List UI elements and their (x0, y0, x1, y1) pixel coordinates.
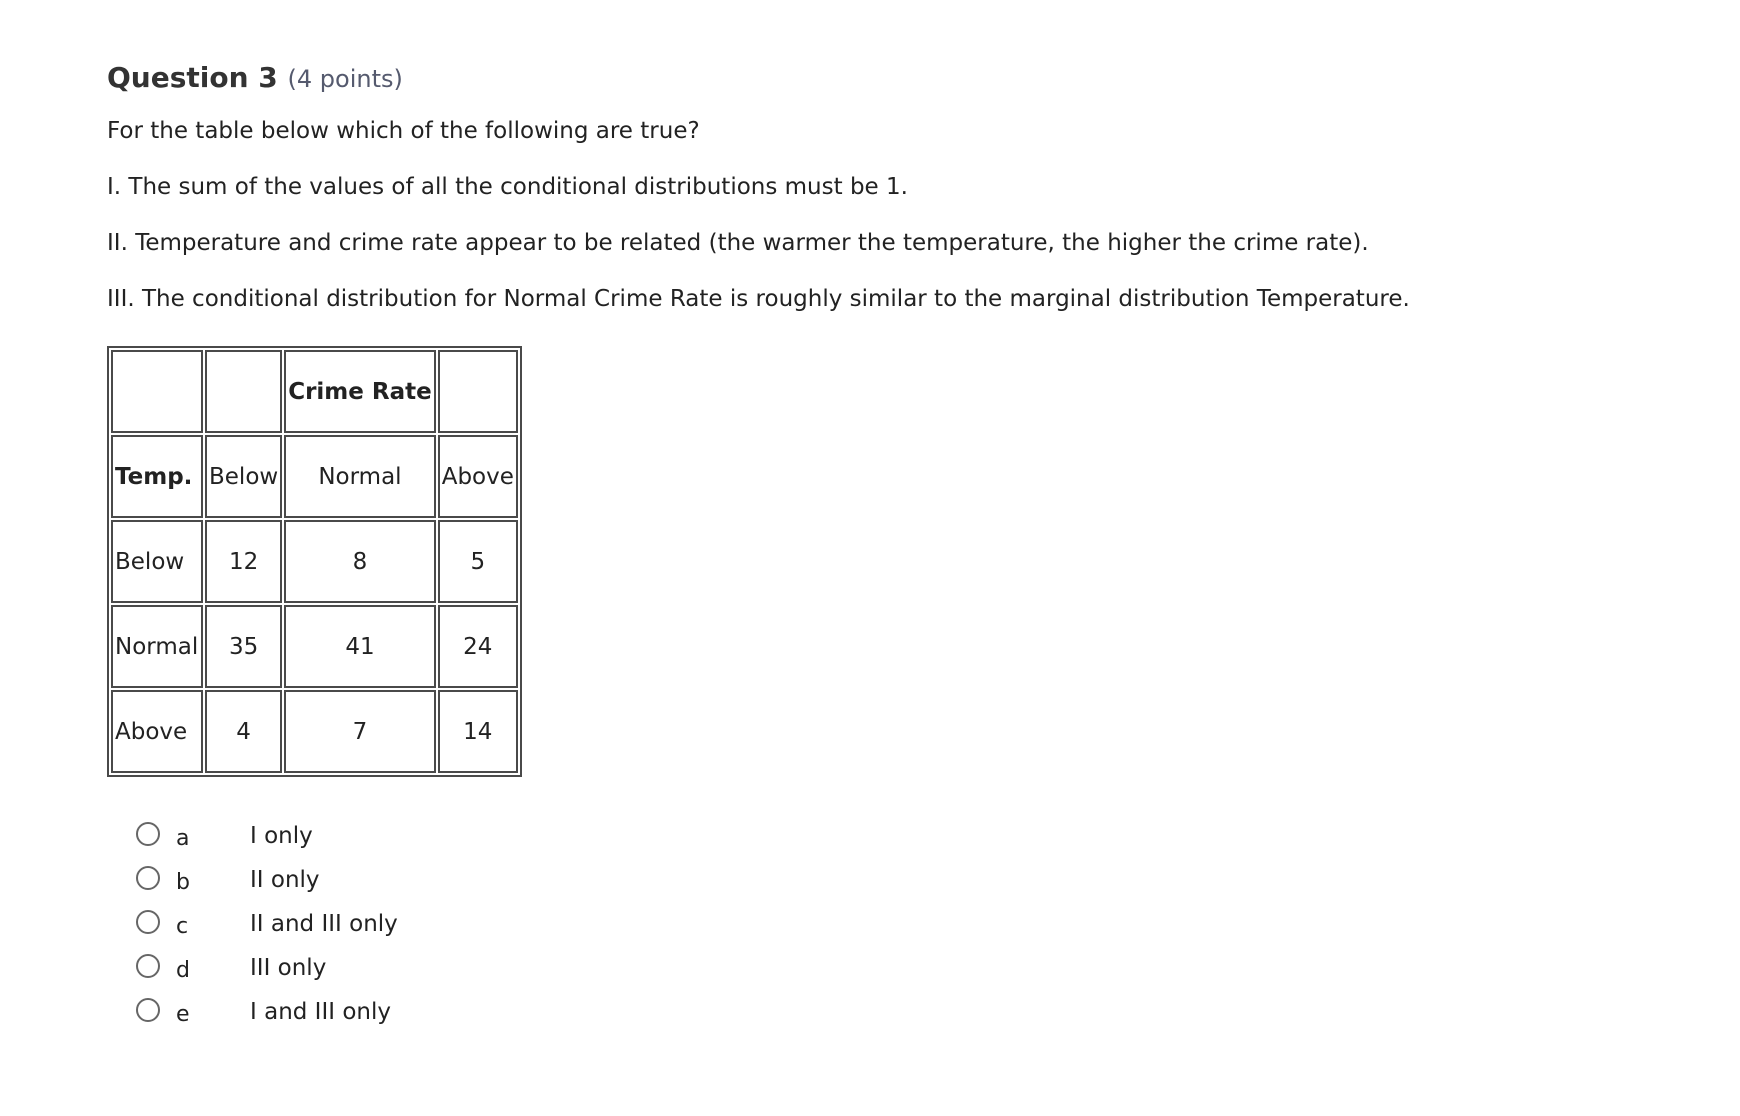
statement-2: II. Temperature and crime rate appear to be related (the warmer the temperature, the higher the crime rate). (107, 230, 1369, 256)
radio-button[interactable] (136, 998, 160, 1022)
option-letter: a (176, 825, 190, 851)
row-header: Below (111, 520, 203, 603)
option-text[interactable]: II only (250, 867, 320, 893)
table-cell: 8 (284, 520, 436, 603)
table-cell: 35 (205, 605, 282, 688)
table-cell (438, 350, 518, 433)
radio-button[interactable] (136, 910, 160, 934)
column-header-below: Below (205, 435, 282, 518)
option-text[interactable]: I and III only (250, 999, 391, 1025)
option-letter: b (176, 869, 190, 895)
question-prompt: For the table below which of the following are true? (107, 118, 700, 144)
question-number: Question 3 (107, 61, 278, 94)
column-header-above: Above (438, 435, 518, 518)
question-block (107, 58, 1667, 315)
question-title (107, 58, 1667, 99)
radio-button[interactable] (136, 822, 160, 846)
crime-rate-header: Crime Rate (284, 350, 436, 433)
table-header-row (111, 435, 518, 518)
option-c[interactable] (136, 900, 398, 944)
contingency-table (107, 346, 522, 777)
option-a[interactable] (136, 812, 398, 856)
answer-options (136, 812, 398, 1032)
table-cell: 7 (284, 690, 436, 773)
option-letter: e (176, 1001, 190, 1027)
table-row (111, 690, 518, 773)
option-d[interactable] (136, 944, 398, 988)
statement-3: III. The conditional distribution for Normal Crime Rate is roughly similar to the marginal distribution Temperature. (107, 286, 1410, 312)
table-cell: 41 (284, 605, 436, 688)
row-header: Above (111, 690, 203, 773)
option-letter: c (176, 913, 189, 939)
option-e[interactable] (136, 988, 398, 1032)
table-cell: 5 (438, 520, 518, 603)
table-row (111, 520, 518, 603)
statement-1: I. The sum of the values of all the conditional distributions must be 1. (107, 174, 908, 200)
radio-button[interactable] (136, 866, 160, 890)
table-row (111, 605, 518, 688)
option-text[interactable]: I only (250, 823, 313, 849)
temp-header: Temp. (111, 435, 203, 518)
option-letter: d (176, 957, 190, 983)
option-text[interactable]: II and III only (250, 911, 398, 937)
row-header: Normal (111, 605, 203, 688)
table-cell: 4 (205, 690, 282, 773)
column-header-normal: Normal (284, 435, 436, 518)
table-cell: 24 (438, 605, 518, 688)
option-b[interactable] (136, 856, 398, 900)
option-text[interactable]: III only (250, 955, 327, 981)
question-points: (4 points) (287, 65, 403, 93)
table-cell: 14 (438, 690, 518, 773)
radio-button[interactable] (136, 954, 160, 978)
table-cell: 12 (205, 520, 282, 603)
table-cell (111, 350, 203, 433)
table-header-top-row (111, 350, 518, 433)
table-cell (205, 350, 282, 433)
